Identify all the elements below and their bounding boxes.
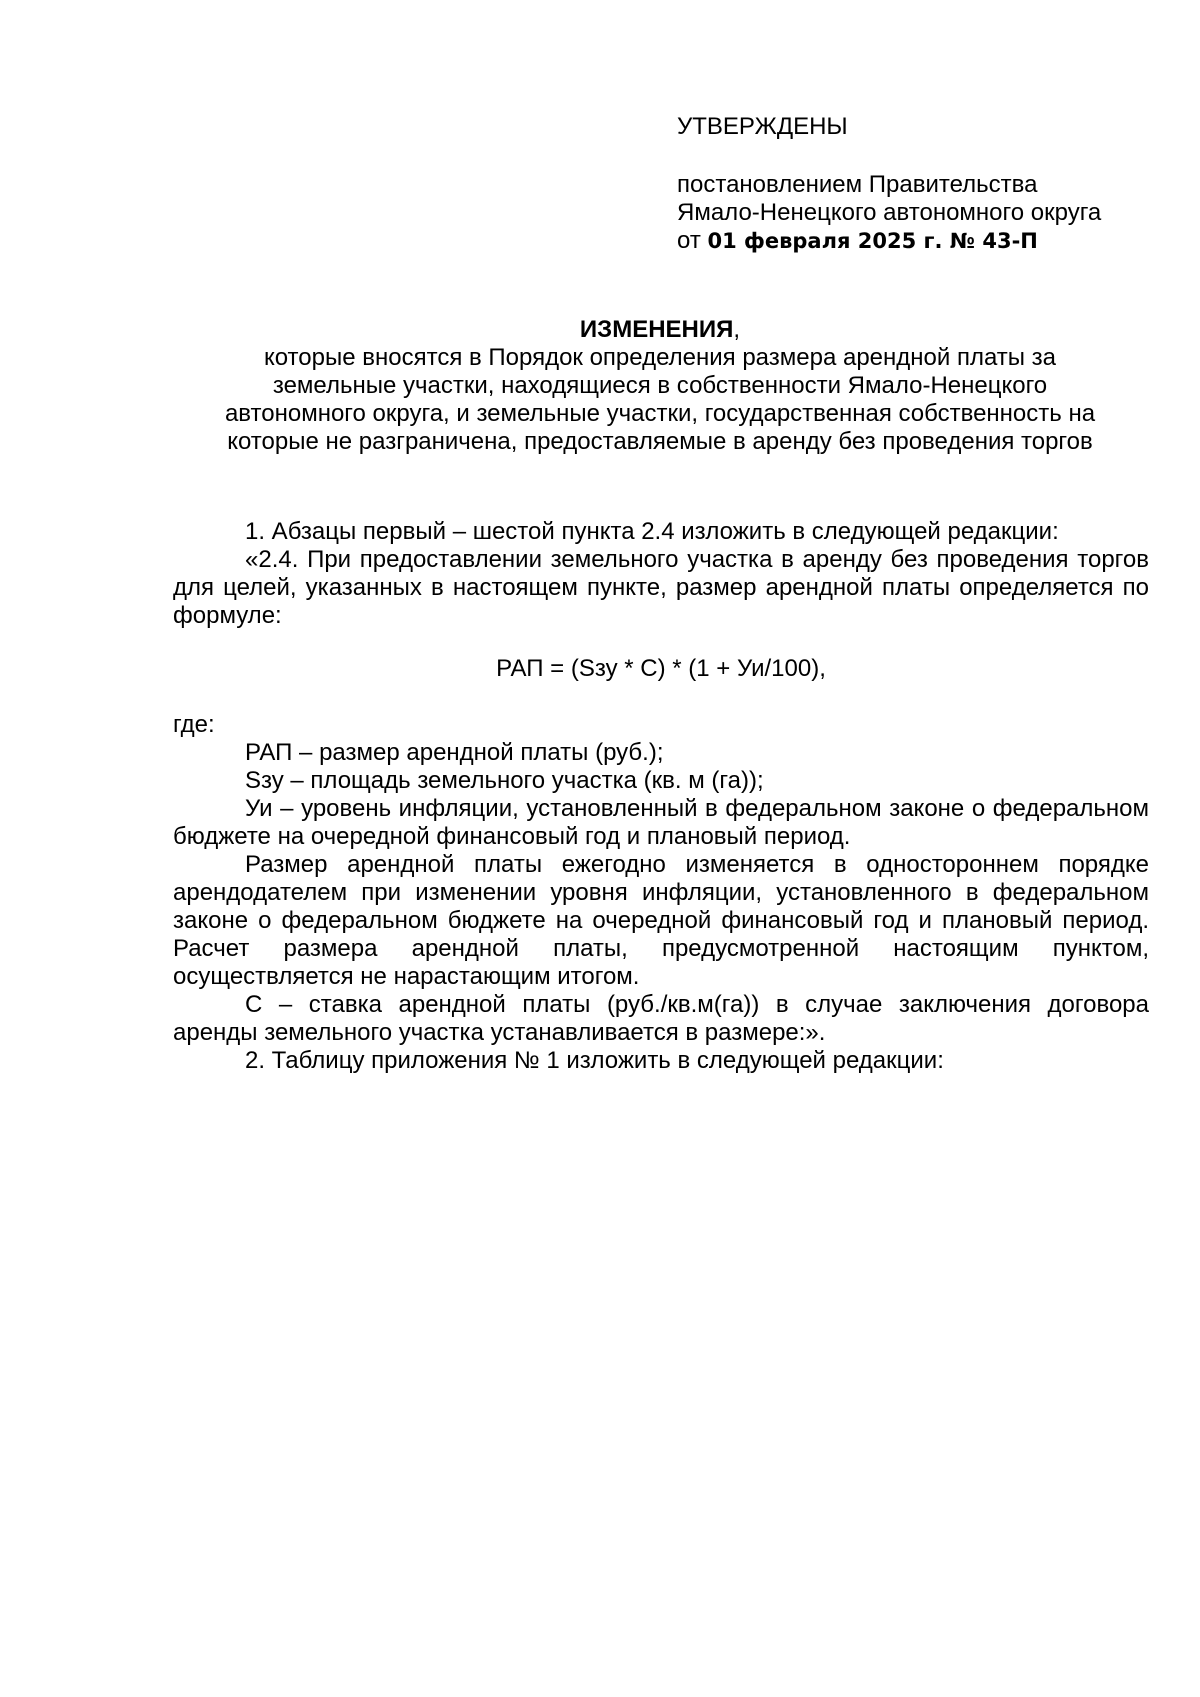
- approval-line-2: Ямало-Ненецкого автономного округа: [677, 199, 1102, 226]
- definition-rap: РАП – размер арендной платы (руб.);: [245, 739, 664, 766]
- approval-line-1: постановлением Правительства: [677, 171, 1038, 198]
- approval-stamp: УТВЕРЖДЕНЫ: [677, 113, 848, 140]
- heading-title: ИЗМЕНЕНИЯ: [579, 316, 734, 343]
- approval-block: [677, 113, 1167, 255]
- item-1: 1. Абзацы первый – шестой пункта 2.4 изложить в следующей редакции:: [245, 518, 1059, 545]
- approval-date-number: 01 февраля 2025 г. № 43-П: [707, 229, 1038, 253]
- definition-ui: Уи – уровень инфляции, установленный в федеральном законе о федеральном бюджете на очередной финансовый год и плановый период.: [173, 795, 1149, 850]
- document-body: [173, 518, 1149, 1075]
- heading-subtitle-line-1: которые вносятся в Порядок определения размера арендной платы за: [263, 344, 1057, 371]
- definition-c: С – ставка арендной платы (руб./кв.м(га)) в случае заключения договора аренды земельного участка устанавливается в размере:».: [173, 991, 1149, 1046]
- formula: РАП = (Sзу * С) * (1 + Уи/100),: [496, 655, 826, 682]
- approval-date-prefix: от: [677, 227, 701, 254]
- heading-title-suffix: ,: [733, 316, 741, 343]
- document-heading: [172, 316, 1148, 456]
- paragraph-2-4: «2.4. При предоставлении земельного участка в аренду без проведения торгов для целей, указанных в настоящем пункте, размер арендной платы определяется по формуле:: [173, 546, 1149, 629]
- heading-subtitle-line-3: автономного округа, и земельные участки, государственная собственность на: [224, 400, 1096, 427]
- item-2: 2. Таблицу приложения № 1 изложить в следующей редакции:: [245, 1047, 944, 1074]
- paragraph-rent-change: Размер арендной платы ежегодно изменяется в одностороннем порядке арендодателем при изменении уровня инфляции, установленного в федеральном законе о федеральном бюджете на очередной финансовый год и плановый период. Расчет размера арендной платы, предусмотренной настоящим пунктом, осуществляется не нарастающим итогом.: [173, 851, 1149, 990]
- heading-subtitle-line-2: земельные участки, находящиеся в собственности Ямало-Ненецкого: [272, 372, 1048, 399]
- definition-szu: Sзу – площадь земельного участка (кв. м (га));: [245, 767, 764, 794]
- where-label: где:: [173, 711, 215, 738]
- approval-date-line: [677, 227, 1167, 255]
- heading-subtitle-line-4: которые не разграничена, предоставляемые в аренду без проведения торгов: [227, 428, 1093, 455]
- heading-title-line: [172, 316, 1148, 344]
